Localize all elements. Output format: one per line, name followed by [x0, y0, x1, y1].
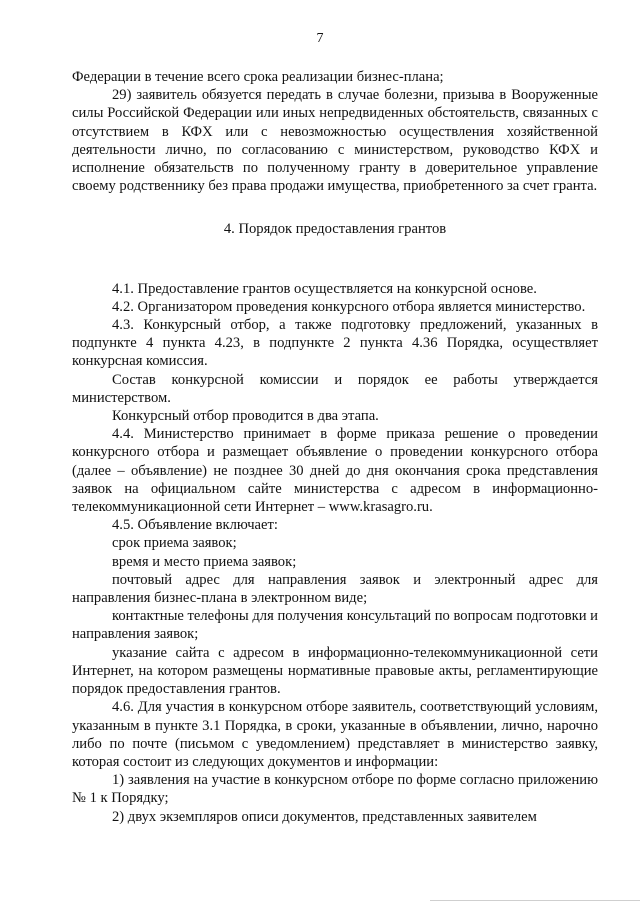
paragraph: 4.6. Для участия в конкурсном отборе заявитель, соответствующий условиям, указанным в пункте 3.1 Порядка, в сроки, указанные в объявлении, лично, нарочно либо по почте (письмом с уведомлением) представляет в министерство заявку, которая состоит из следующих документов и информации: [72, 699, 598, 770]
document-body [72, 68, 598, 826]
list-item: почтовый адрес для направления заявок и электронный адрес для направления бизнес-плана в электронном виде; [72, 571, 598, 607]
paragraph: 29) заявитель обязуется передать в случае болезни, призыва в Вооруженные силы Российской Федерации или иных непредвиденных обстоятельств, связанных с отсутствием в КФХ или с невозможностью осуществления хозяйственной деятельности лично, по согласованию с министерством, руководство КФХ и исполнение обязательств по полученному гранту в доверительное управление своему родственнику без права продажи имущества, приобретенного за счет гранта. [72, 87, 598, 195]
paragraph: 4.4. Министерство принимает в форме приказа решение о проведении конкурсного отбора и размещает объявление о проведении конкурсного отбора (далее – объявление) не позднее 30 дней до дня окончания срока представления заявок на официальном сайте министерства с адресом в информационно-телекоммуникационной сети Интернет – www.krasagro.ru. [72, 426, 598, 516]
list-item: 1) заявления на участие в конкурсном отборе по форме согласно приложению № 1 к Порядку; [72, 772, 598, 807]
list-item: 2) двух экземпляров описи документов, представленных заявителем [112, 808, 537, 825]
paragraph: 4.3. Конкурсный отбор, а также подготовку предложений, указанных в подпункте 4 пункта 4.23, в подпункте 2 пункта 4.36 Порядка, осуществляет конкурсная комиссия. [72, 317, 598, 370]
page-number: 7 [316, 31, 324, 46]
paragraph: 4.1. Предоставление грантов осуществляется на конкурсной основе. [112, 280, 537, 297]
list-item: контактные телефоны для получения консультаций по вопросам подготовки и направления заявок; [72, 608, 598, 643]
paragraph: Состав конкурсной комиссии и порядок ее работы утверждается министерством. [72, 371, 598, 406]
list-item: время и место приема заявок; [112, 553, 297, 570]
list-item: указание сайта с адресом в информационно-телекоммуникационной сети Интернет, на котором размещены нормативные правовые акты, регламентирующие порядок предоставления грантов. [72, 644, 598, 698]
paragraph: 4.5. Объявление включает: [112, 517, 278, 534]
paragraph: Конкурсный отбор проводится в два этапа. [112, 408, 379, 425]
paragraph: 4.2. Организатором проведения конкурсного отбора является министерство. [112, 298, 586, 315]
section-heading: 4. Порядок предоставления грантов [223, 221, 447, 238]
list-item: срок приема заявок; [112, 535, 237, 552]
footer-divider [430, 900, 640, 901]
paragraph: Федерации в течение всего срока реализации бизнес-плана; [72, 69, 444, 85]
